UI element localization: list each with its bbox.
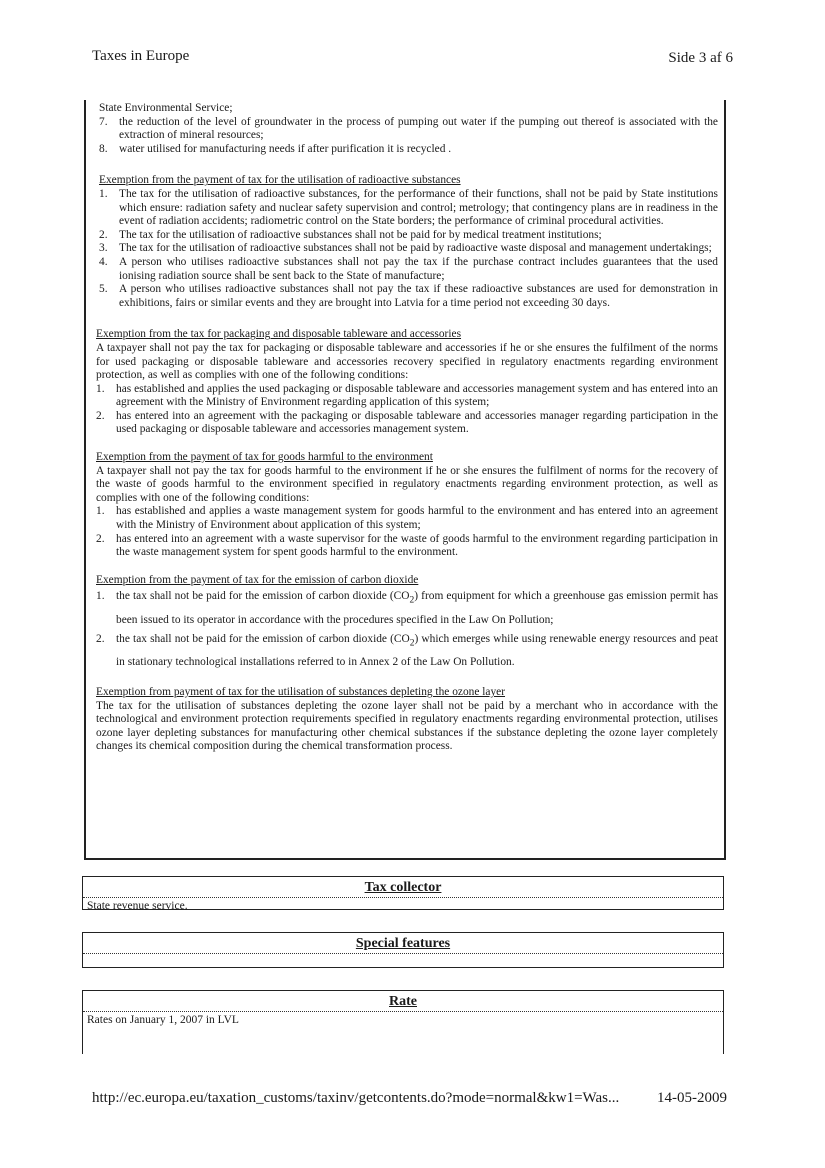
list-item: 8. water utilised for manufacturing needs if after purification it is recycled . (99, 142, 452, 155)
list-item: 4. A person who utilises radioactive substances shall not pay the tax if the purchase contract includes guarantees that the used ionising radiation source shall be sent back to the State of manufacture; (99, 255, 718, 282)
exemptions-box (84, 100, 726, 860)
ozone-paragraph: The tax for the utilisation of substances depleting the ozone layer shall not be paid by a merchant who in accordance with the technological and environment protection requirements specified in regulatory enactments regarding environmental protection, utilises ozone layer depleting substances for manufacturing other chemical substances if the substance depleting the ozone layer completely changes its chemical composition during the chemical transformation process. (96, 699, 718, 753)
list-item: 3. The tax for the utilisation of radioactive substances shall not be paid by radioactive waste disposal and management undertakings; (99, 242, 712, 255)
list-item: 2. The tax for the utilisation of radioactive substances shall not be paid for by medical treatment institutions; (99, 228, 602, 241)
list-item: 1. has established and applies the used packaging or disposable tableware and accessories management system and has entered into an agreement with the Ministry of Environment regarding application of this system; (96, 382, 718, 409)
continued-list (99, 116, 718, 157)
section-title-packaging: Exemption from the tax for packaging and disposable tableware and accessories (96, 328, 462, 341)
list-item: 1. The tax for the utilisation of radioactive substances, for the performance of their functions, shall not be paid by State institutions which ensure: radiation safety and nuclear safety supervision and control; metrology; that contingency plans are in readiness in the event of radiation accidents; radiometric control on the State borders; the performance of criminal procedural activities. (99, 187, 718, 228)
rate-box (82, 990, 724, 1054)
rate-text: Rates on January 1, 2007 in LVL (87, 1014, 239, 1026)
carbon-dioxide-list (96, 587, 718, 672)
radioactive-list (99, 188, 718, 310)
list-item: 2. has entered into an agreement with a waste supervisor for the waste of goods harmful to the environment regarding participation in the waste management system for spent goods harmful to the environment. (96, 532, 718, 559)
list-item: 2. the tax shall not be paid for the emission of carbon dioxide $(CO_2)$ which emerges while using renewable energy resources and peat in stationary technological installations referred to in Annex 2 of the Law On Pollution. (96, 632, 718, 668)
harmful-goods-list (96, 505, 718, 559)
rate-title: Rate (83, 991, 723, 1012)
section-title-harmful-goods: Exemption from the payment of tax for goods harmful to the environment (96, 451, 433, 464)
footer-date: 14-05-2009 (657, 1090, 727, 1106)
tax-collector-text: State revenue service. (87, 900, 188, 912)
page-number: Side 3 af 6 (668, 50, 733, 66)
packaging-list (96, 383, 718, 437)
special-features-box (82, 932, 724, 968)
intro-line: State Environmental Service; (99, 102, 233, 114)
footer-url: http://ec.europa.eu/taxation_customs/taxinv/getcontents.do?mode=normal&kw1=Was... (92, 1090, 620, 1106)
list-item: 2. has entered into an agreement with the packaging or disposable tableware and accessories manager regarding participation in the used packaging or disposable tableware and accessories management system. (96, 409, 718, 436)
special-features-content (83, 954, 723, 956)
list-item: 5. A person who utilises radioactive substances shall not pay the tax if these radioactive substances are used for demonstration in exhibitions, fairs or similar events and they are brought into Latvia for a time period not exceeding 30 days. (99, 283, 718, 309)
section-title-ozone: Exemption from payment of tax for the utilisation of substances depleting the ozone layer (96, 685, 506, 698)
section-title-carbon-dioxide: Exemption from the payment of tax for the emission of carbon dioxide (96, 573, 419, 586)
packaging-paragraph: A taxpayer shall not pay the tax for packaging or disposable tableware and accessories if he or she ensures the fulfilment of the norms for used packaging or disposable tableware and accessories recovery specified in regulatory enactments regarding environment protection, as well as complies with one of the following conditions: (96, 341, 718, 382)
harmful-goods-paragraph: A taxpayer shall not pay the tax for goods harmful to the environment if he or she ensures the fulfilment of norms for the recovery of the waste of goods harmful to the environment specified in regulatory enactments regarding environment protection, as well as complies with one of the following conditions: (96, 464, 718, 504)
special-features-title: Special features (83, 933, 723, 954)
list-item: 7. the reduction of the level of groundwater in the process of pumping out water if the pumping out thereof is associated with the extraction of mineral resources; (99, 115, 718, 142)
page-header-title: Taxes in Europe (92, 48, 190, 64)
list-item: 1. has established and applies a waste management system for goods harmful to the environment and has entered into an agreement with the Ministry of Environment about application of this system; (96, 505, 718, 532)
tax-collector-box (82, 876, 724, 910)
section-title-radioactive: Exemption from the payment of tax for the utilisation of radioactive substances (99, 174, 461, 187)
tax-collector-title: Tax collector (83, 877, 723, 898)
list-item: 1. the tax shall not be paid for the emission of carbon dioxide $(CO_2)$ from equipment for which a greenhouse gas emission permit has been issued to its operator in accordance with the procedures specified in the Law On Pollution; (96, 590, 718, 626)
